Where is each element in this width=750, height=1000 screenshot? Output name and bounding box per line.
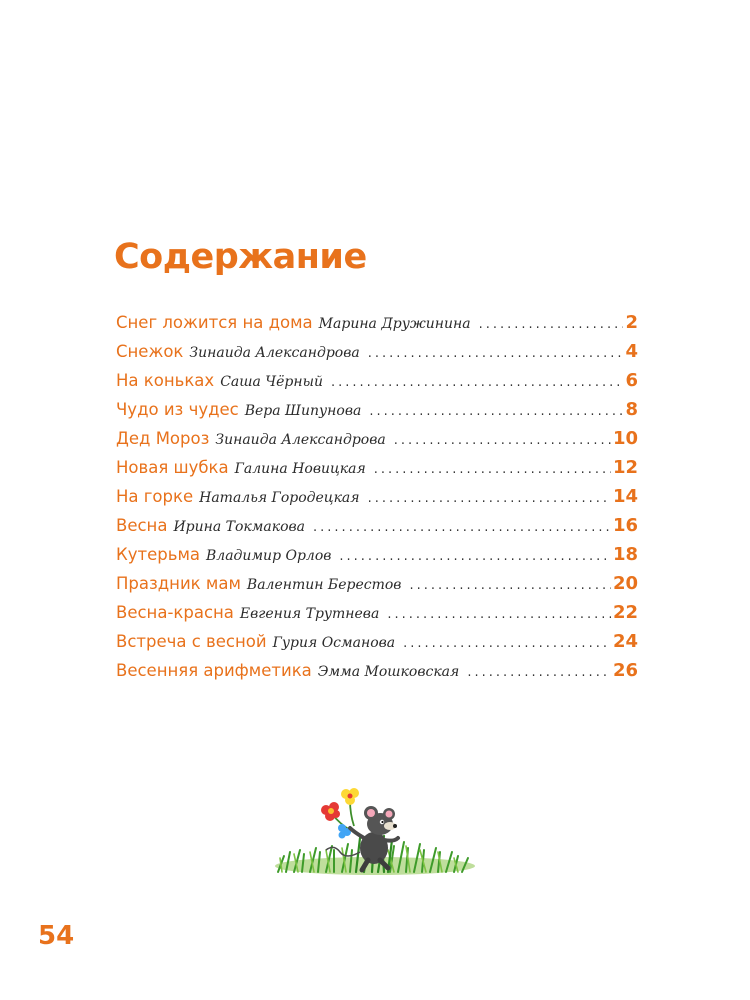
- toc-entry-author: Владимир Орлов: [206, 548, 332, 564]
- toc-entry-page: 26: [612, 660, 638, 681]
- toc-entry-author: Евгения Трутнева: [239, 606, 380, 622]
- toc-leader-dots: [374, 455, 611, 484]
- toc-entry-title: Встреча с весной: [116, 632, 267, 651]
- toc-entry[interactable]: [116, 453, 638, 482]
- toc-entry-title: Весна-красна: [116, 603, 234, 622]
- toc-leader-dots: [339, 542, 611, 571]
- toc-entry-author: Вера Шипунова: [244, 403, 362, 419]
- toc-entry-author: Зинаида Александрова: [189, 345, 360, 361]
- toc-leader-dots: [313, 513, 611, 542]
- toc-entry-author: Саша Чёрный: [220, 374, 324, 390]
- page-number: 54: [38, 921, 75, 951]
- toc-entry[interactable]: [116, 540, 638, 569]
- toc-entry-title: Кутерьма: [116, 545, 200, 564]
- toc-entry-title: На горке: [116, 487, 194, 506]
- toc-entry-page: 2: [625, 312, 638, 333]
- toc-entry-page: 18: [612, 544, 638, 565]
- toc-entry-author: Зинаида Александрова: [215, 432, 386, 448]
- toc-entry-page: 16: [612, 515, 638, 536]
- toc-entry-title: Праздник мам: [116, 574, 241, 593]
- mouse-illustration: [270, 780, 480, 880]
- toc-entry-page: 24: [612, 631, 638, 652]
- toc-entry[interactable]: [116, 656, 638, 685]
- toc-entry-author: Ирина Токмакова: [173, 519, 306, 535]
- toc-entry-page: 20: [612, 573, 638, 594]
- toc-entry[interactable]: [116, 569, 638, 598]
- toc-entry-page: 4: [625, 341, 638, 362]
- mouse-with-flowers-icon: [270, 780, 480, 880]
- toc-heading: Содержание: [114, 237, 367, 277]
- toc-entry[interactable]: [116, 366, 638, 395]
- toc-entry-author: Эмма Мошковская: [317, 664, 460, 680]
- toc-entry[interactable]: [116, 627, 638, 656]
- toc-leader-dots: [479, 310, 624, 339]
- toc-leader-dots: [409, 571, 610, 600]
- toc-entry[interactable]: [116, 482, 638, 511]
- toc-leader-dots: [368, 484, 611, 513]
- toc-entry-title: Весенняя арифметика: [116, 661, 312, 680]
- toc-leader-dots: [368, 339, 624, 368]
- toc-leader-dots: [394, 426, 611, 455]
- toc-entry-page: 12: [612, 457, 638, 478]
- toc-leader-dots: [403, 629, 611, 658]
- toc-entry-page: 22: [612, 602, 638, 623]
- toc-entry-title: Снег ложится на дома: [116, 313, 313, 332]
- toc-entry[interactable]: [116, 511, 638, 540]
- toc-leader-dots: [331, 368, 623, 397]
- toc-entry-title: Чудо из чудес: [116, 400, 239, 419]
- toc-entry[interactable]: [116, 598, 638, 627]
- toc-entry-author: Валентин Берестов: [246, 577, 402, 593]
- toc-entry-author: Гурия Османова: [272, 635, 396, 651]
- toc-entry-author: Галина Новицкая: [234, 461, 366, 477]
- toc-entry-title: Весна: [116, 516, 168, 535]
- toc-entry-author: Наталья Городецкая: [199, 490, 360, 506]
- toc-list: [116, 308, 638, 685]
- toc-entry-title: Новая шубка: [116, 458, 229, 477]
- toc-entry[interactable]: [116, 395, 638, 424]
- toc-leader-dots: [369, 397, 623, 426]
- toc-entry[interactable]: [116, 424, 638, 453]
- toc-entry-page: 14: [612, 486, 638, 507]
- toc-entry[interactable]: [116, 308, 638, 337]
- toc-entry-page: 10: [612, 428, 638, 449]
- toc-entry[interactable]: [116, 337, 638, 366]
- toc-entry-title: Дед Мороз: [116, 429, 210, 448]
- toc-entry-page: 8: [625, 399, 638, 420]
- toc-entry-author: Марина Дружинина: [318, 316, 471, 332]
- toc-leader-dots: [387, 600, 611, 629]
- toc-entry-title: На коньках: [116, 371, 215, 390]
- toc-entry-title: Снежок: [116, 342, 184, 361]
- toc-entry-page: 6: [625, 370, 638, 391]
- toc-leader-dots: [467, 658, 611, 687]
